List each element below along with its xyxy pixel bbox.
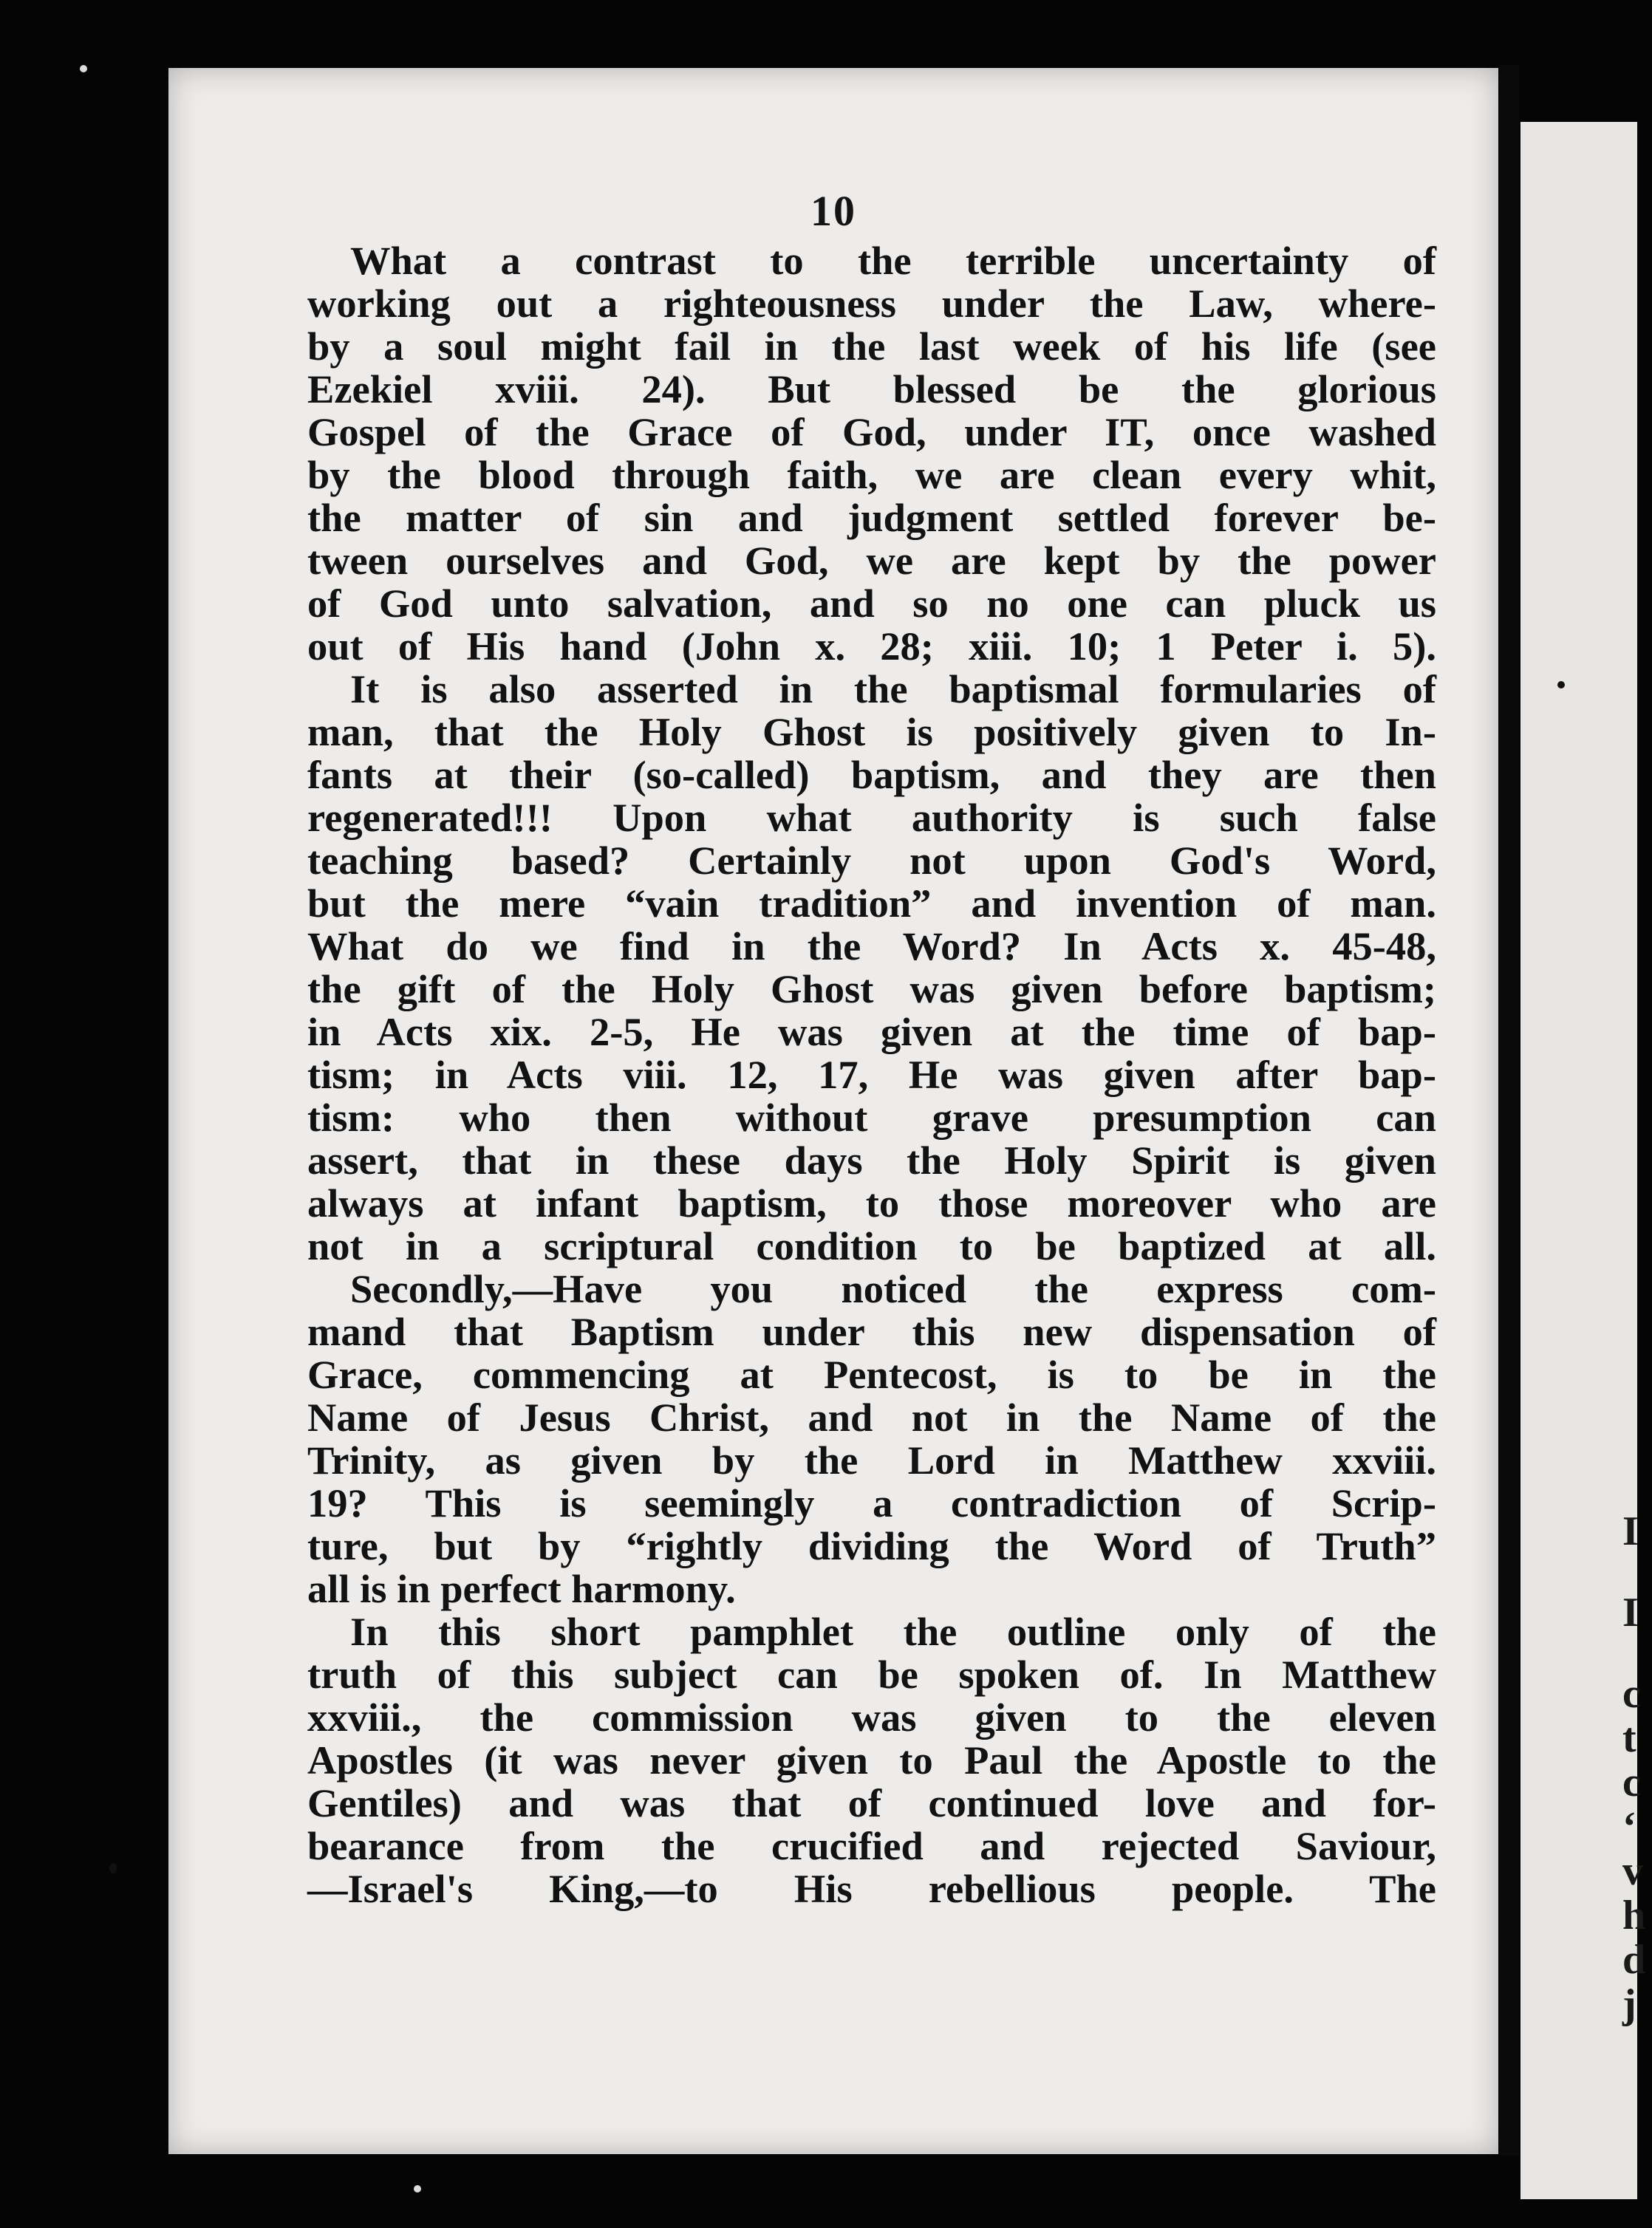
adjacent-letter: ‘ — [1622, 1804, 1636, 1850]
text-line: assert, that in these days the Holy Spirit is given — [307, 1138, 1436, 1183]
adjacent-letter: I — [1622, 1508, 1639, 1554]
text-line: out of His hand (John x. 28; xiii. 10; 1 Peter i. 5). — [307, 623, 1436, 669]
text-line: Trinity, as given by the Lord in Matthew xxviii. — [307, 1438, 1436, 1483]
text-line: in Acts xix. 2-5, He was given at the time of bap- — [307, 1009, 1436, 1054]
text-line: working out a righteousness under the Law, where- — [307, 281, 1436, 326]
adjacent-letter: t — [1622, 1715, 1636, 1761]
adjacent-letter: v — [1622, 1848, 1643, 1894]
text-line: Gentiles) and was that of continued love and for- — [307, 1780, 1436, 1825]
scan-speck — [80, 65, 87, 72]
adjacent-letter: c — [1622, 1671, 1641, 1717]
adjacent-letter: h — [1622, 1893, 1646, 1938]
adjacent-letter: c — [1622, 1760, 1641, 1805]
text-line: xxviii., the commission was given to the eleven — [307, 1695, 1436, 1740]
text-line: not in a scriptural condition to be baptized at all. — [307, 1223, 1436, 1268]
text-line: of God unto salvation, and so no one can pluck us — [307, 581, 1436, 626]
text-line: tism: who then without grave presumption can — [307, 1095, 1436, 1140]
text-line: Secondly,—Have you noticed the express com- — [350, 1266, 1436, 1311]
paragraph — [307, 1268, 1436, 1610]
text-line: regenerated!!! Upon what authority is such false — [307, 795, 1436, 840]
paragraph — [307, 239, 1436, 668]
text-line: Name of Jesus Christ, and not in the Name of the — [307, 1395, 1436, 1440]
paragraph — [307, 1610, 1436, 1910]
page-number: 10 — [810, 187, 856, 235]
text-line: man, that the Holy Ghost is positively given to In- — [307, 709, 1436, 754]
page-binding-edge — [1500, 65, 1519, 2156]
text-line: teaching based? Certainly not upon God's Word, — [307, 838, 1436, 883]
text-line: Grace, commencing at Pentecost, is to be in the — [307, 1352, 1436, 1397]
text-line: In this short pamphlet the outline only of the — [350, 1609, 1436, 1654]
text-line: 19? This is seemingly a contradiction of Scrip- — [307, 1480, 1436, 1525]
text-line: the gift of the Holy Ghost was given before baptism; — [307, 966, 1436, 1011]
text-line: fants at their (so-called) baptism, and they are then — [307, 752, 1436, 797]
page-body — [307, 239, 1436, 1910]
text-line: bearance from the crucified and rejected Saviour, — [307, 1823, 1436, 1868]
adjacent-letter: d — [1622, 1937, 1646, 1983]
text-line: —Israel's King,—to His rebellious people. The — [307, 1866, 1436, 1911]
text-line: but the mere “vain tradition” and invention of man. — [307, 881, 1436, 926]
text-line: always at infant baptism, to those moreover who are — [307, 1180, 1436, 1226]
adjacent-letter: j — [1622, 1981, 1636, 2027]
text-line: truth of this subject can be spoken of. In Matthew — [307, 1652, 1436, 1697]
text-line: What a contrast to the terrible uncertainty of — [350, 238, 1436, 283]
text-line: tween ourselves and God, we are kept by the power — [307, 538, 1436, 583]
text-line: by a soul might fail in the last week of his life (see — [307, 324, 1436, 369]
text-line: Ezekiel xviii. 24). But blessed be the glorious — [307, 366, 1436, 411]
adjacent-page-fragment — [1520, 122, 1646, 2199]
text-line: It is also asserted in the baptismal formularies of — [350, 666, 1436, 711]
text-line: tism; in Acts viii. 12, 17, He was given after bap- — [307, 1052, 1436, 1097]
text-line: ture, but by “rightly dividing the Word of Truth” — [307, 1523, 1436, 1568]
adjacent-letter: I — [1622, 1590, 1639, 1636]
text-line: What do we find in the Word? In Acts x. 45-48, — [307, 923, 1436, 968]
text-line: Apostles (it was never given to Paul the Apostle to the — [307, 1737, 1436, 1783]
scan-speck — [1557, 681, 1565, 688]
text-line: mand that Baptism under this new dispensation of — [307, 1309, 1436, 1354]
text-line: by the blood through faith, we are clean every whit, — [307, 452, 1436, 497]
text-line: Gospel of the Grace of God, under IT, once washed — [307, 409, 1436, 454]
text-line: all is in perfect harmony. — [307, 1566, 736, 1611]
book-page — [168, 68, 1498, 2154]
scan-speck — [414, 2185, 421, 2193]
scan-speck — [109, 1863, 117, 1873]
text-line: the matter of sin and judgment settled forever be- — [307, 495, 1436, 540]
paragraph — [307, 668, 1436, 1268]
